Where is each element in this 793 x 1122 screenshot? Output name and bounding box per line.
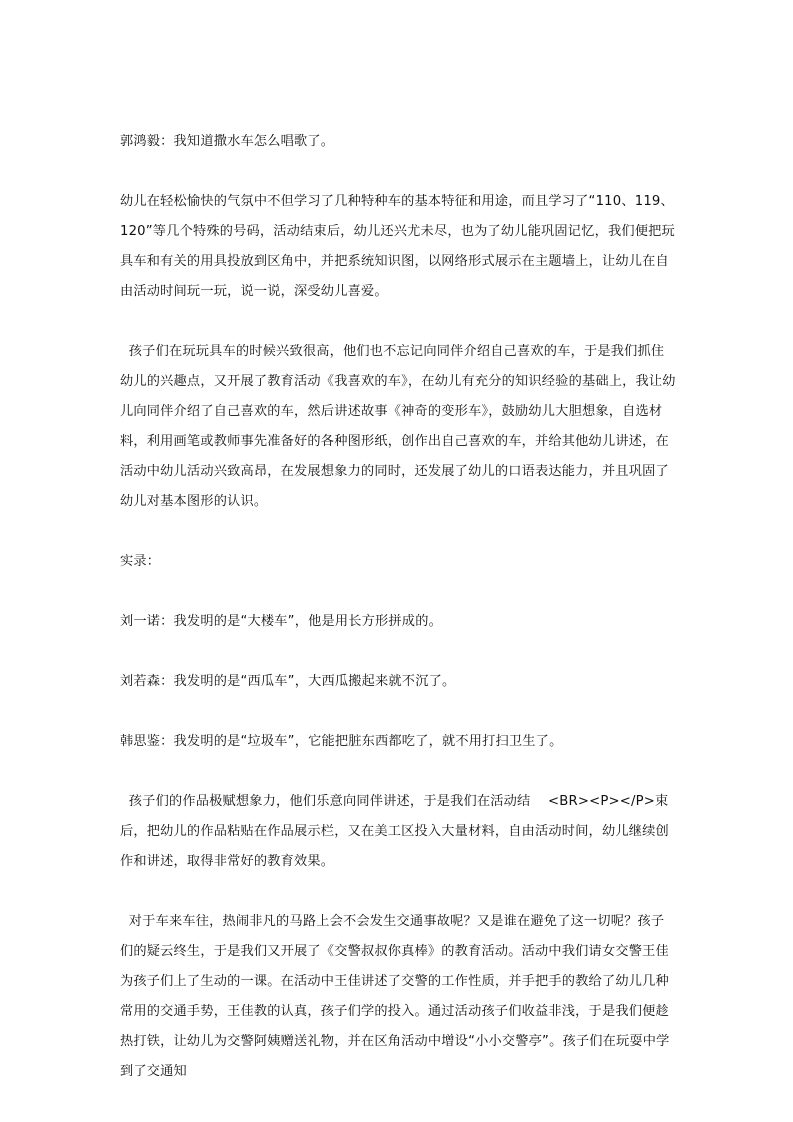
dialogue-line-liu-ruosen: 刘若森：我发明的是“西瓜车”，大西瓜搬起来就不沉了。 xyxy=(120,674,456,689)
dialogue-line-liu-yinuo: 刘一诺：我发明的是“大楼车”，他是用长方形拼成的。 xyxy=(120,614,442,629)
document-body xyxy=(120,127,676,1087)
record-heading: 实录： xyxy=(120,554,161,569)
paragraph-traffic-police: 对于车来车往，热闹非凡的马路上会不会发生交通事故呢？又是谁在避免了这一切呢？孩子们的疑云终生，于是我们又开展了《交警叔叔你真棒》的教育活动。活动中我们请女交警王佳为孩子们上了生动的一课。在活动中王佳讲述了交警的工作性质，并手把手的教给了幼儿几种常用的交通手势，王佳教的认真，孩子们学的投入。通过活动孩子们收益非浅，于是我们便趁热打铁，让幼儿为交警阿姨赠送礼物，并在区角活动中增设“小小交警亭”。孩子们在玩耍中学到了交通知 xyxy=(120,914,670,1079)
paragraph-activity-summary: 幼儿在轻松愉快的气氛中不但学习了几种特种车的基本特征和用途，而且学习了“110、119、120”等几个特殊的号码，活动结束后，幼儿还兴尤未尽，也为了幼儿能巩固记忆，我们便把玩具车和有关的用具投放到区角中，并把系统知识图，以网络形式展示在主题墙上，让幼儿在自由活动时间玩一玩，说一说，深受幼儿喜爱。 xyxy=(120,194,675,299)
dialogue-line-han-sijian: 韩思鉴：我发明的是“垃圾车”，它能把脏东西都吃了，就不用打扫卫生了。 xyxy=(120,734,563,749)
paragraph-works-display: 孩子们的作品极赋想象力，他们乐意向同伴讲述，于是我们在活动结 <BR><P></P>束后，把幼儿的作品粘贴在作品展示栏，又在美工区投入大量材料，自由活动时间，幼儿继续创作和讲述，取得非常好的教育效果。 xyxy=(120,794,669,869)
paragraph-favorite-car: 孩子们在玩玩具车的时候兴致很高，他们也不忘记向同伴介绍自己喜欢的车，于是我们抓住幼儿的兴趣点，又开展了教育活动《我喜欢的车》，在幼儿有充分的知识经验的基础上，我让幼儿向同伴介绍了自己喜欢的车，然后讲述故事《神奇的变形车》，鼓励幼儿大胆想象，自选材料，利用画笔或教师事先准备好的各种图形纸，创作出自己喜欢的车，并给其他幼儿讲述，在活动中幼儿活动兴致高昂，在发展想象力的同时，还发展了幼儿的口语表达能力，并且巩固了幼儿对基本图形的认识。 xyxy=(120,344,676,509)
dialogue-line-guo: 郭鸿毅：我知道撒水车怎么唱歌了。 xyxy=(120,134,335,149)
